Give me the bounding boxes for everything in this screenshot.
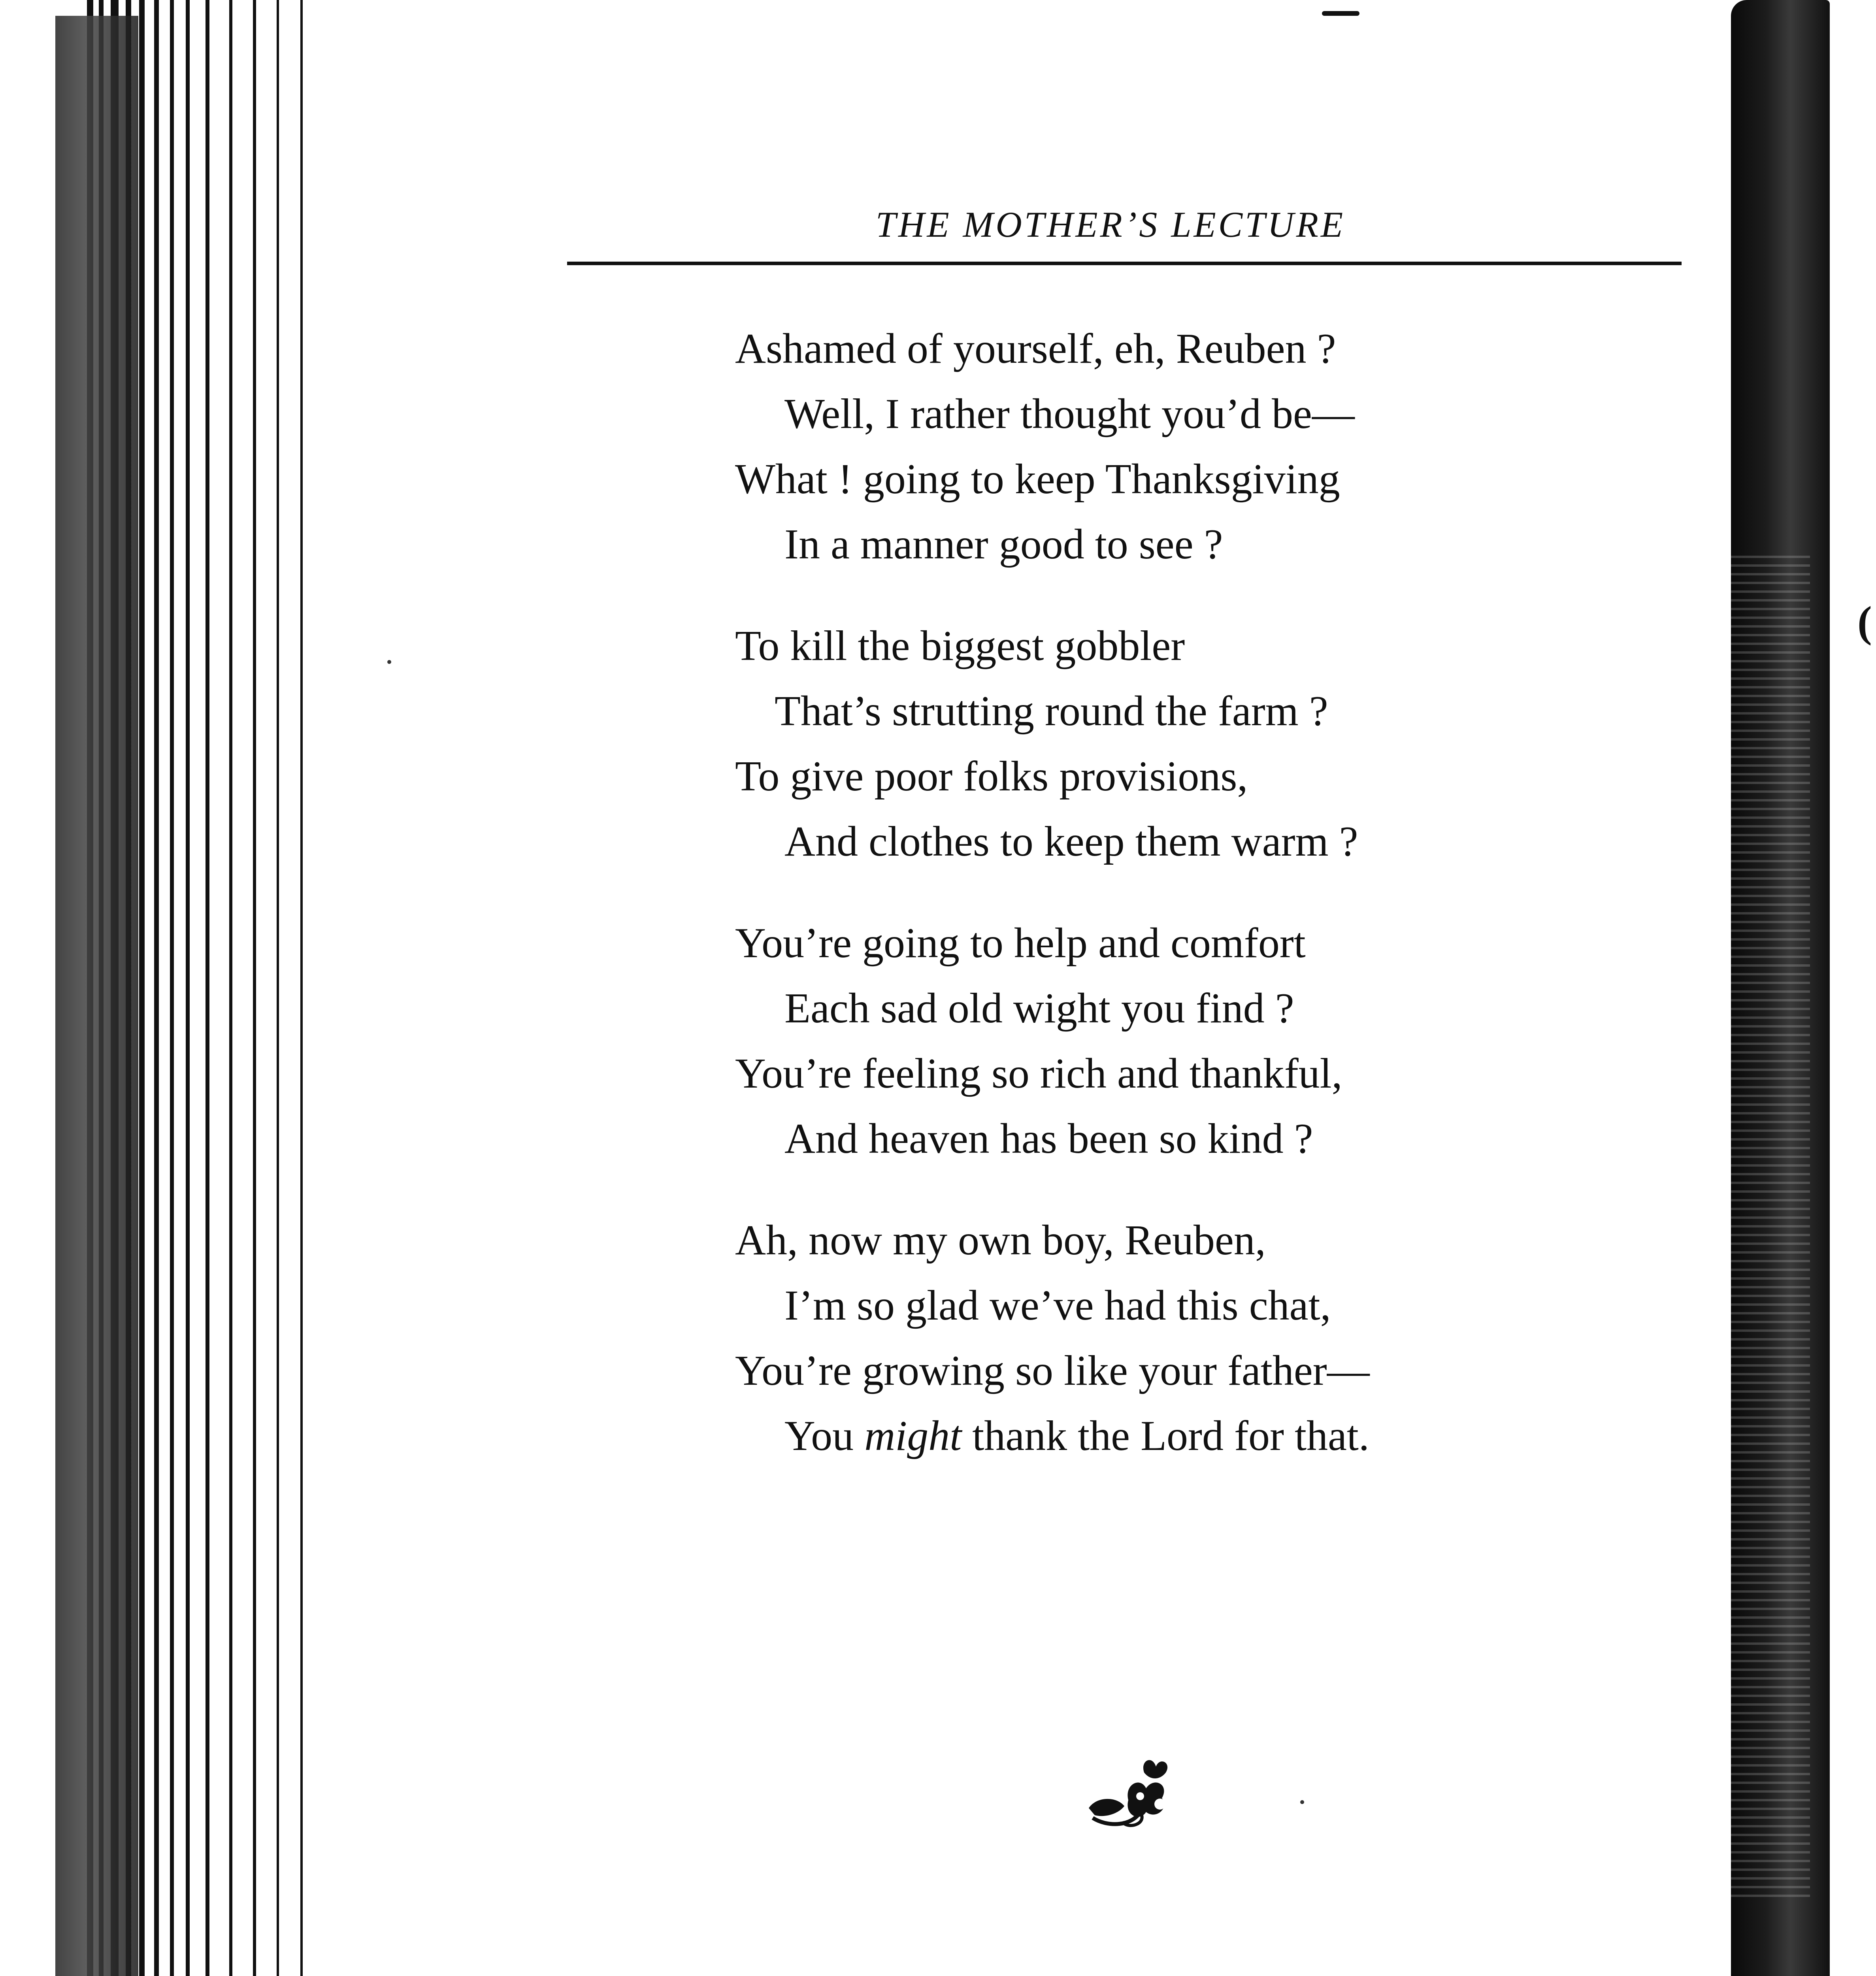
left-binding-shadow xyxy=(55,16,138,1976)
poem-line: In a manner good to see ? xyxy=(784,521,1223,568)
poem-line: You’re growing so like your father— xyxy=(735,1347,1370,1394)
poem-line: To give poor folks provisions, xyxy=(735,753,1248,800)
poem-line: I’m so glad we’ve had this chat, xyxy=(784,1282,1331,1329)
poem-line: And clothes to keep them warm ? xyxy=(784,818,1358,865)
poem-line: Well, I rather thought you’d be— xyxy=(784,390,1355,437)
last-line-before: You xyxy=(784,1412,865,1459)
top-scan-dash xyxy=(1322,11,1359,16)
poem-line: You’re going to help and comfort xyxy=(735,920,1306,967)
poem-line-last xyxy=(735,1403,1664,1469)
poem-line: Ah, now my own boy, Reuben, xyxy=(735,1217,1266,1264)
stanza-1 xyxy=(735,316,1664,577)
poem-line: You’re feeling so rich and thankful, xyxy=(735,1050,1342,1097)
poem-body xyxy=(735,316,1664,1505)
poem-line: Each sad old wight you find ? xyxy=(784,985,1294,1032)
poem-line: What ! going to keep Thanksgiving xyxy=(735,456,1340,503)
last-line-after: thank the Lord for that. xyxy=(962,1412,1369,1459)
left-binding-gutter xyxy=(0,0,324,1976)
stanza-3 xyxy=(735,911,1664,1171)
running-head: THE MOTHER’S LECTURE xyxy=(875,204,1346,245)
scan-speck xyxy=(1300,1800,1304,1804)
head-rule xyxy=(567,262,1682,265)
right-edge-mark: ( xyxy=(1857,598,1872,646)
poem-line: That’s strutting round the farm ? xyxy=(775,688,1328,735)
scan-speck xyxy=(387,660,391,664)
right-scan-edge-noise xyxy=(1731,553,1810,1897)
poem-line: Ashamed of yourself, eh, Reuben ? xyxy=(735,325,1336,372)
stanza-2 xyxy=(735,613,1664,874)
poem-line: To kill the biggest gobbler xyxy=(735,622,1185,669)
poem-line: And heaven has been so kind ? xyxy=(784,1115,1313,1162)
floral-ornament-icon xyxy=(1081,1749,1176,1832)
stanza-4 xyxy=(735,1208,1664,1469)
last-line-emphasis: might xyxy=(864,1412,962,1459)
